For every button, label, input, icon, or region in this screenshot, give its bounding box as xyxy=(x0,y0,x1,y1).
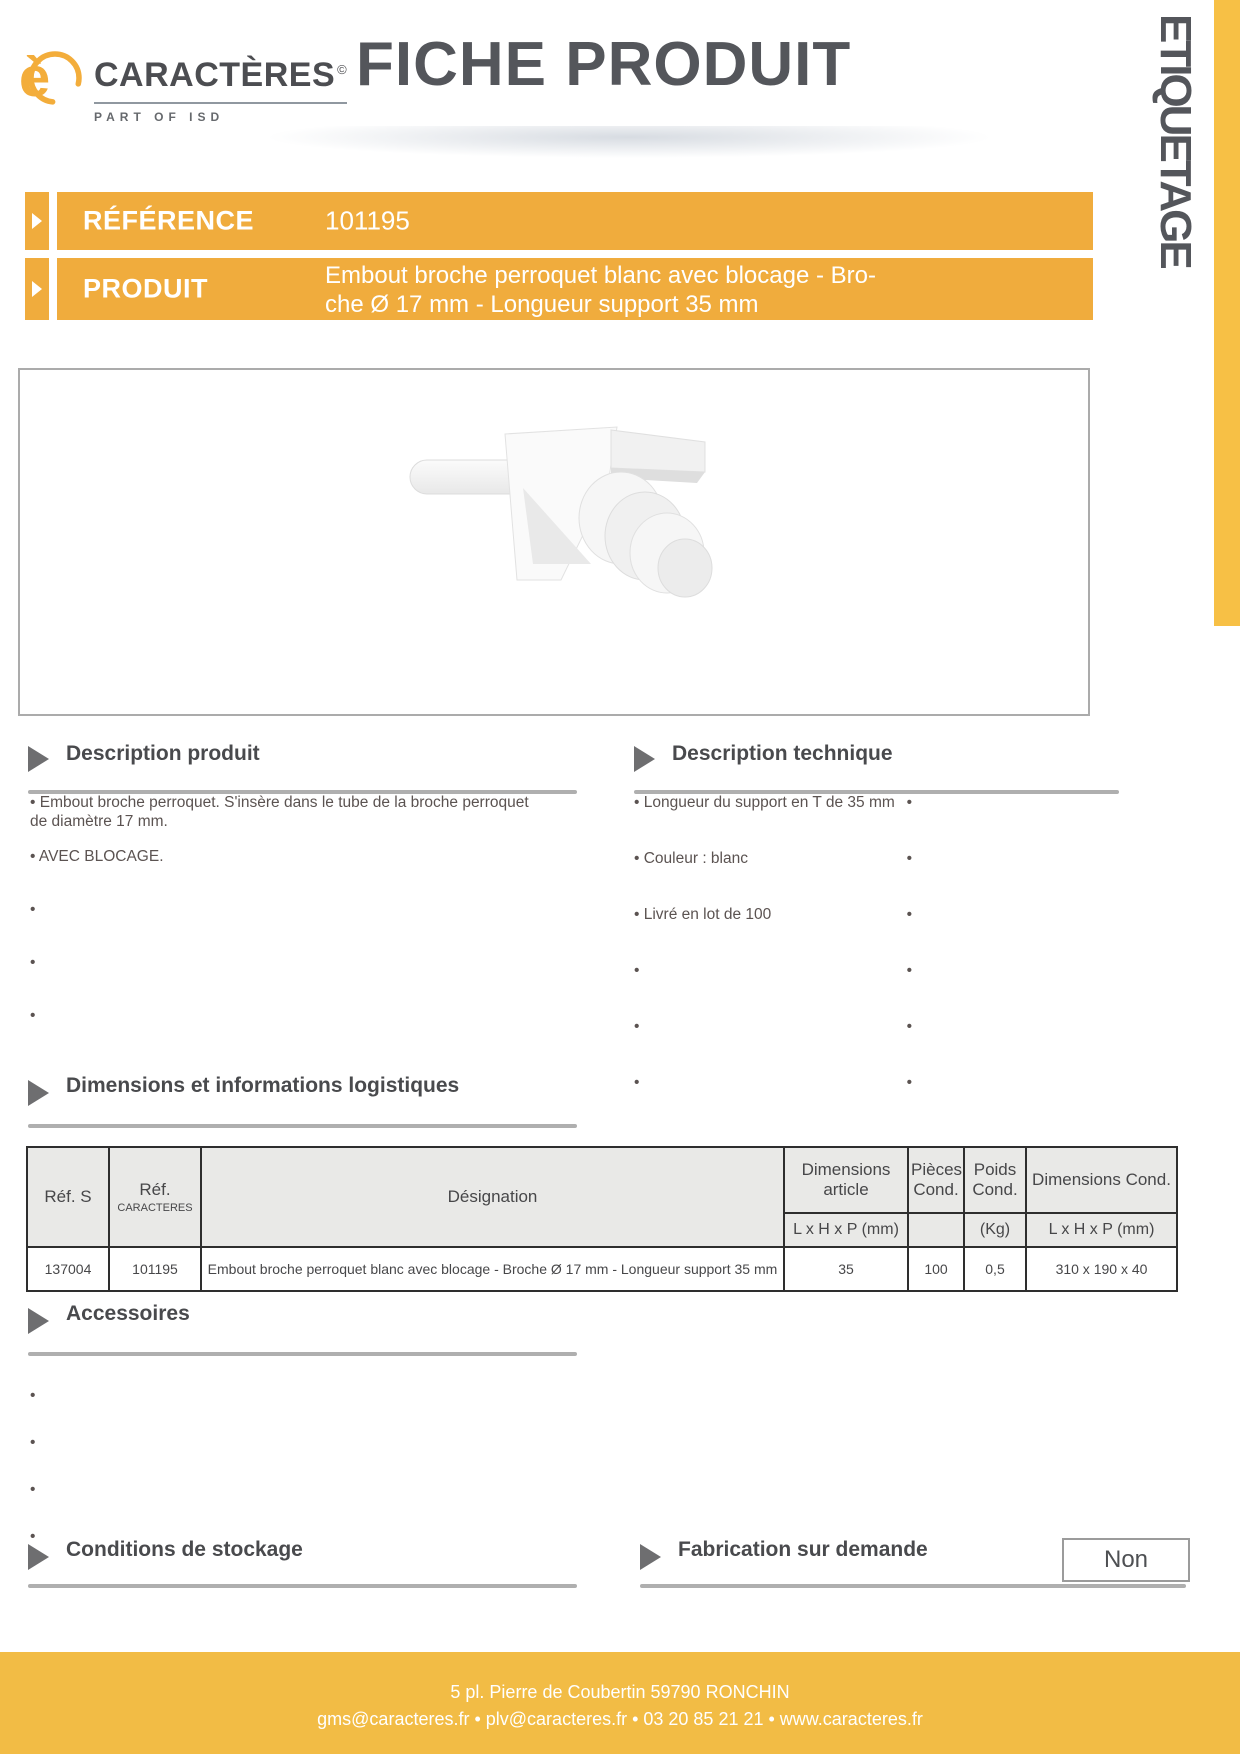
section-title-logistics: Dimensions et informations logistiques xyxy=(66,1074,460,1097)
subheader-lhp-cond: L x H x P (mm) xyxy=(1026,1213,1177,1247)
logo-e-glyph: è xyxy=(19,45,51,108)
col-header-dimensions-cond: Dimensions Cond. xyxy=(1026,1147,1177,1213)
page-title: FICHE PRODUIT xyxy=(356,30,852,99)
description-technique-list xyxy=(634,793,912,1129)
subheader-kg: (Kg) xyxy=(964,1213,1026,1247)
col-header-ref: Réf. xyxy=(139,1180,171,1199)
reference-arrow-chip xyxy=(25,192,49,250)
section-rule xyxy=(28,1584,577,1588)
cell-dim-cond: 310 x 190 x 40 xyxy=(1026,1247,1177,1291)
subheader-lhp-article: L x H x P (mm) xyxy=(784,1213,908,1247)
list-item xyxy=(30,1006,535,1025)
cell-ref: 101195 xyxy=(109,1247,201,1291)
brand-text: CARACTÈRES xyxy=(94,56,336,94)
list-item xyxy=(30,900,535,919)
col-header-dimensions-article: Dimensions article xyxy=(784,1147,908,1213)
reference-label: RÉFÉRENCE xyxy=(83,205,255,236)
product-title-line1: Embout broche perroquet blanc avec blocage - Bro- xyxy=(325,262,876,289)
list-item xyxy=(30,1433,535,1452)
cell-designation: Embout broche perroquet blanc avec blocage - Broche Ø 17 mm - Longueur support 35 mm xyxy=(201,1247,784,1291)
section-arrow-icon xyxy=(28,1544,49,1570)
list-item xyxy=(634,961,912,980)
cell-ref-s: 137004 xyxy=(27,1247,109,1291)
list-item xyxy=(30,953,535,972)
list-item xyxy=(634,1073,912,1092)
product-image-frame xyxy=(18,368,1090,716)
cell-pieces: 100 xyxy=(908,1247,964,1291)
side-accent-bar xyxy=(1214,0,1240,626)
list-item: • Livré en lot de 100 • xyxy=(634,905,912,924)
product-label: PRODUIT xyxy=(83,273,208,304)
list-item: • AVEC BLOCAGE. xyxy=(30,847,535,866)
section-rule xyxy=(28,1352,577,1356)
footer xyxy=(0,1652,1240,1754)
col-header-poids-cond: Poids Cond. xyxy=(964,1147,1026,1213)
arrow-right-icon xyxy=(32,213,42,229)
product-title xyxy=(325,261,876,319)
list-item xyxy=(30,1386,535,1405)
brand-block xyxy=(94,56,347,124)
section-title-description-technique: Description technique xyxy=(672,742,893,765)
section-arrow-icon xyxy=(634,746,655,772)
section-arrow-icon xyxy=(640,1544,661,1570)
col-header-ref-sub: CARACTERES xyxy=(117,1202,193,1214)
footer-address: 5 pl. Pierre de Coubertin 59790 RONCHIN xyxy=(450,1682,790,1702)
subheader-pieces xyxy=(908,1213,964,1247)
section-title-stockage: Conditions de stockage xyxy=(66,1538,303,1561)
cell-poids: 0,5 xyxy=(964,1247,1026,1291)
section-arrow-icon xyxy=(28,746,49,772)
product-title-line2: che Ø 17 mm - Longueur support 35 mm xyxy=(325,291,759,318)
col-header-pieces-cond: Pièces Cond. xyxy=(908,1147,964,1213)
list-item xyxy=(634,1017,912,1036)
caracteres-logo-icon xyxy=(18,38,84,112)
list-item xyxy=(30,1480,535,1499)
list-item: • Couleur : blanc • xyxy=(634,849,912,868)
col-header-designation: Désignation xyxy=(201,1147,784,1247)
product-photo xyxy=(405,422,717,602)
section-title-description-produit: Description produit xyxy=(66,742,260,765)
list-item: • Longueur du support en T de 35 mm • xyxy=(634,793,912,812)
table-row xyxy=(27,1247,1177,1291)
header-shadow-band xyxy=(190,126,1105,158)
section-arrow-icon xyxy=(28,1308,49,1334)
section-arrow-icon xyxy=(28,1080,49,1106)
cell-dim-article: 35 xyxy=(784,1247,908,1291)
section-title-accessoires: Accessoires xyxy=(66,1302,190,1325)
logistics-table xyxy=(26,1146,1178,1292)
footer-contact: gms@caracteres.fr • plv@caracteres.fr • 03 20 85 21 21 • www.caracteres.fr xyxy=(317,1709,923,1729)
col-header-ref-caracteres xyxy=(109,1147,201,1247)
reference-bar xyxy=(57,192,1093,250)
section-rule xyxy=(640,1584,1186,1588)
description-produit-list xyxy=(30,793,535,1059)
side-category-label: ETIQUETAGE xyxy=(1151,14,1200,267)
brand-tagline: PART OF ISD xyxy=(94,110,225,124)
list-item: • Embout broche perroquet. S'insère dans le tube de la broche perroquet de diamètre 17 mm. xyxy=(30,793,535,831)
brand-name xyxy=(94,56,347,104)
product-arrow-chip xyxy=(25,258,49,320)
section-rule xyxy=(28,1124,577,1128)
copyright-mark: © xyxy=(337,61,348,77)
col-header-ref-s: Réf. S xyxy=(27,1147,109,1247)
fabrication-value-box: Non xyxy=(1062,1538,1190,1582)
product-bar xyxy=(57,258,1093,320)
arrow-right-icon xyxy=(32,281,42,297)
section-title-fabrication: Fabrication sur demande xyxy=(678,1538,928,1561)
reference-value: 101195 xyxy=(325,205,410,236)
